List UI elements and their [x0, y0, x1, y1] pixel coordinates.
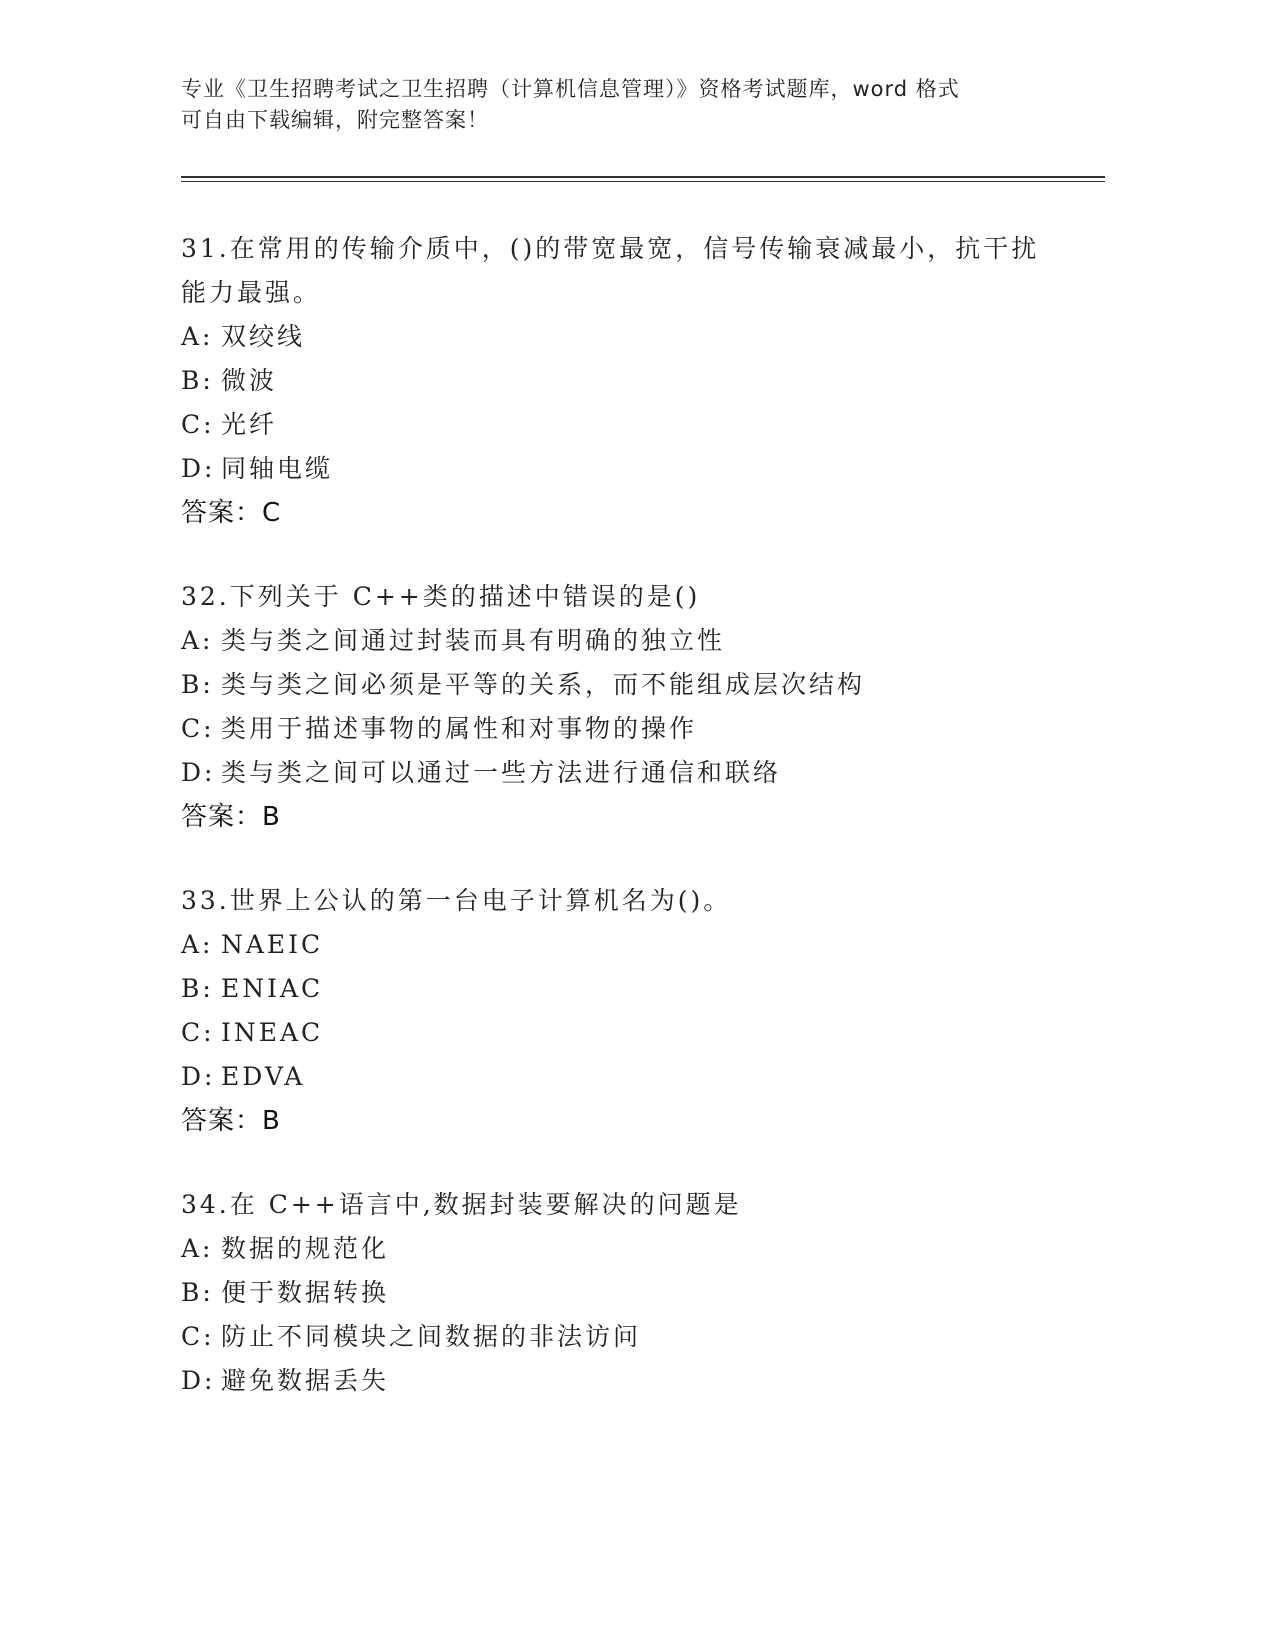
option-key: A:	[181, 1234, 214, 1263]
question-32	[181, 575, 1081, 839]
question-stem	[181, 1183, 1041, 1227]
option-a	[181, 619, 1081, 663]
option-d	[181, 751, 1081, 795]
option-d	[181, 447, 1081, 491]
option-key: A:	[181, 322, 214, 351]
header-line-1: 专业《卫生招聘考试之卫生招聘（计算机信息管理）》资格考试题库，word 格式	[181, 77, 960, 101]
option-key: A:	[181, 626, 214, 655]
document-header	[181, 74, 1061, 136]
answer-label: 答案：B	[181, 802, 281, 832]
answer-label: 答案：C	[181, 498, 282, 528]
option-text: 同轴电缆	[221, 454, 334, 483]
question-stem	[181, 227, 1041, 315]
question-list	[181, 227, 1081, 1443]
option-text: ENIAC	[221, 974, 324, 1003]
question-stem-line-1: 32.下列关于 C++类的描述中错误的是()	[181, 582, 701, 611]
option-key: A:	[181, 930, 214, 959]
header-divider-thin	[181, 181, 1105, 182]
option-text: INEAC	[221, 1018, 324, 1047]
question-stem	[181, 879, 1041, 923]
question-stem-line-1: 34.在 C++语言中,数据封装要解决的问题是	[181, 1190, 742, 1219]
option-text: 避免数据丢失	[221, 1366, 390, 1395]
option-text: NAEIC	[221, 930, 324, 959]
option-c	[181, 1011, 1081, 1055]
option-text: EDVA	[221, 1062, 306, 1091]
header-line-2: 可自由下载编辑，附完整答案！	[181, 108, 489, 132]
option-text: 双绞线	[221, 322, 306, 351]
option-key: D:	[181, 758, 216, 787]
option-a	[181, 315, 1081, 359]
option-text: 光纤	[221, 410, 278, 439]
option-key: D:	[181, 454, 216, 483]
option-key: C:	[181, 1322, 215, 1351]
option-text: 微波	[221, 366, 278, 395]
question-stem-line-1: 31.在常用的传输介质中，()的带宽最宽，信号传输衰减最小，抗干扰	[181, 234, 1040, 263]
option-key: B:	[181, 974, 214, 1003]
question-stem-line-1: 33.世界上公认的第一台电子计算机名为()。	[181, 886, 732, 915]
option-c	[181, 707, 1081, 751]
option-text: 便于数据转换	[221, 1278, 390, 1307]
option-key: B:	[181, 670, 214, 699]
option-d	[181, 1359, 1081, 1403]
option-a	[181, 923, 1081, 967]
option-c	[181, 1315, 1081, 1359]
option-b	[181, 359, 1081, 403]
option-text: 数据的规范化	[221, 1234, 390, 1263]
option-b	[181, 967, 1081, 1011]
option-key: C:	[181, 410, 215, 439]
option-text: 类与类之间通过封装而具有明确的独立性	[221, 626, 726, 655]
option-a	[181, 1227, 1081, 1271]
answer-label: 答案：B	[181, 1106, 281, 1136]
option-key: B:	[181, 1278, 214, 1307]
option-d	[181, 1055, 1081, 1099]
option-text: 类与类之间可以通过一些方法进行通信和联络	[221, 758, 782, 787]
question-stem	[181, 575, 1041, 619]
option-text: 类用于描述事物的属性和对事物的操作	[221, 714, 698, 743]
option-text: 防止不同模块之间数据的非法访问	[221, 1322, 642, 1351]
question-33	[181, 879, 1081, 1143]
option-key: D:	[181, 1366, 216, 1395]
option-b	[181, 1271, 1081, 1315]
header-divider-thick	[181, 176, 1105, 178]
option-b	[181, 663, 1081, 707]
option-c	[181, 403, 1081, 447]
option-text: 类与类之间必须是平等的关系，而不能组成层次结构	[221, 670, 866, 699]
option-key: C:	[181, 714, 215, 743]
option-key: C:	[181, 1018, 215, 1047]
question-34	[181, 1183, 1081, 1403]
question-stem-line-2: 能力最强。	[181, 278, 322, 307]
option-key: D:	[181, 1062, 216, 1091]
option-key: B:	[181, 366, 214, 395]
question-31	[181, 227, 1081, 535]
